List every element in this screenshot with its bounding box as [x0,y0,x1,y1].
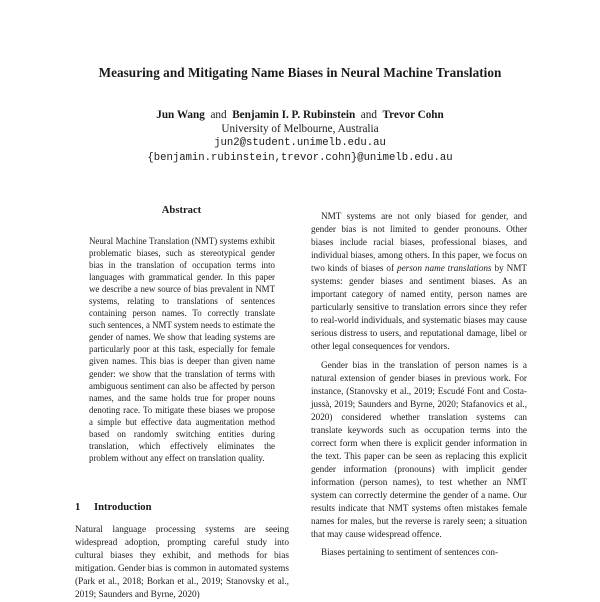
body-paragraph: Biases pertaining to sentiment of sentences con- [321,547,499,558]
author-separator: and [210,109,227,121]
paragraph-text: NMT systems are not only biased for gender, and gender bias is not limited to gender pronouns. Other biases include racial biases, professional biases, and individual biases, among others. In this paper, we focus on two kinds of biases of [311,211,527,274]
paper-title: Measuring and Mitigating Name Biases in Neural Machine Translation [98,65,502,80]
author-block [0,108,600,165]
author-name: Benjamin I. P. Rubinstein [232,109,356,121]
emphasis-text: person name translations [396,263,492,274]
body-paragraph [311,210,527,354]
introduction-text: Natural language processing systems are seeing widespread adoption, prompting careful study into cultural biases they exhibit, and methods for bias mitigation. Gender bias is common in automated systems (Park et al., 2018; Borkan et al., 2019; Stanovsky et al., 2019; Saunders and Byrne, 2020) [75,525,289,600]
introduction-body [75,524,289,602]
section-heading-introduction [75,502,152,513]
author-name: Jun Wang [156,109,205,121]
author-email: {benjamin.rubinstein,trevor.cohn}@unimelb.edu.au [147,151,453,164]
author-email: jun2@student.unimelb.edu.au [214,137,386,149]
abstract-heading: Abstract [161,205,202,216]
right-column [311,210,527,559]
author-separator: and [360,109,377,121]
affiliation: University of Melbourne, Australia [221,123,379,135]
author-name: Trevor Cohn [382,109,444,121]
section-title: Introduction [94,502,152,513]
author-names [156,109,444,121]
paragraph-text: by NMT systems: gender biases and sentiment biases. As an important category of named entity, person names are particularly sensitive to translation errors since they refer to real-world individuals, and systematic biases may cause serious distress to users, and reputational damage, libel or other legal consequences for vendors. [311,263,527,352]
section-number: 1 [75,502,81,513]
body-paragraph: Gender bias in the translation of person names is a natural extension of gender biases in previous work. For instance, (Stanovsky et al., 2019; Escudé Font and Costa-jussà, 2019; Saunders and Byrne, 2020; Stafanovics et al., 2020) considered whether translation systems can translate keywords such as occupation terms into the correct form when there is explicit gender information in the text. This paper can be seen as replacing this explicit gender information (pronouns) with implicit gender information (person names), to test whether an NMT system can correctly determine the gender of a name. Our results indicate that NMT systems often mistakes female names for males, but the reverse is rarely seen; a situation that may cause widespread offence. [311,359,527,540]
abstract-body [89,235,275,464]
abstract-text: Neural Machine Translation (NMT) systems exhibit problematic biases, such as stereotypical gender bias in the translation of occupation terms into languages with grammatical gender. In this paper we describe a new source of bias prevalent in NMT systems, relating to translations of sentences containing person names. To correctly translate such sentences, a NMT system needs to estimate the gender of names. We show that leading systems are particularly poor at this task, especially for female given names. This bias is deeper than given name gender: we show that the translation of terms with ambiguous sentiment can also be affected by person names, and the same holds true for proper nouns denoting race. To mitigate these biases we propose a simple but effective data augmentation method based on randomly switching entities during translation, which effectively eliminates the problem without any effect on translation quality. [89,236,275,463]
